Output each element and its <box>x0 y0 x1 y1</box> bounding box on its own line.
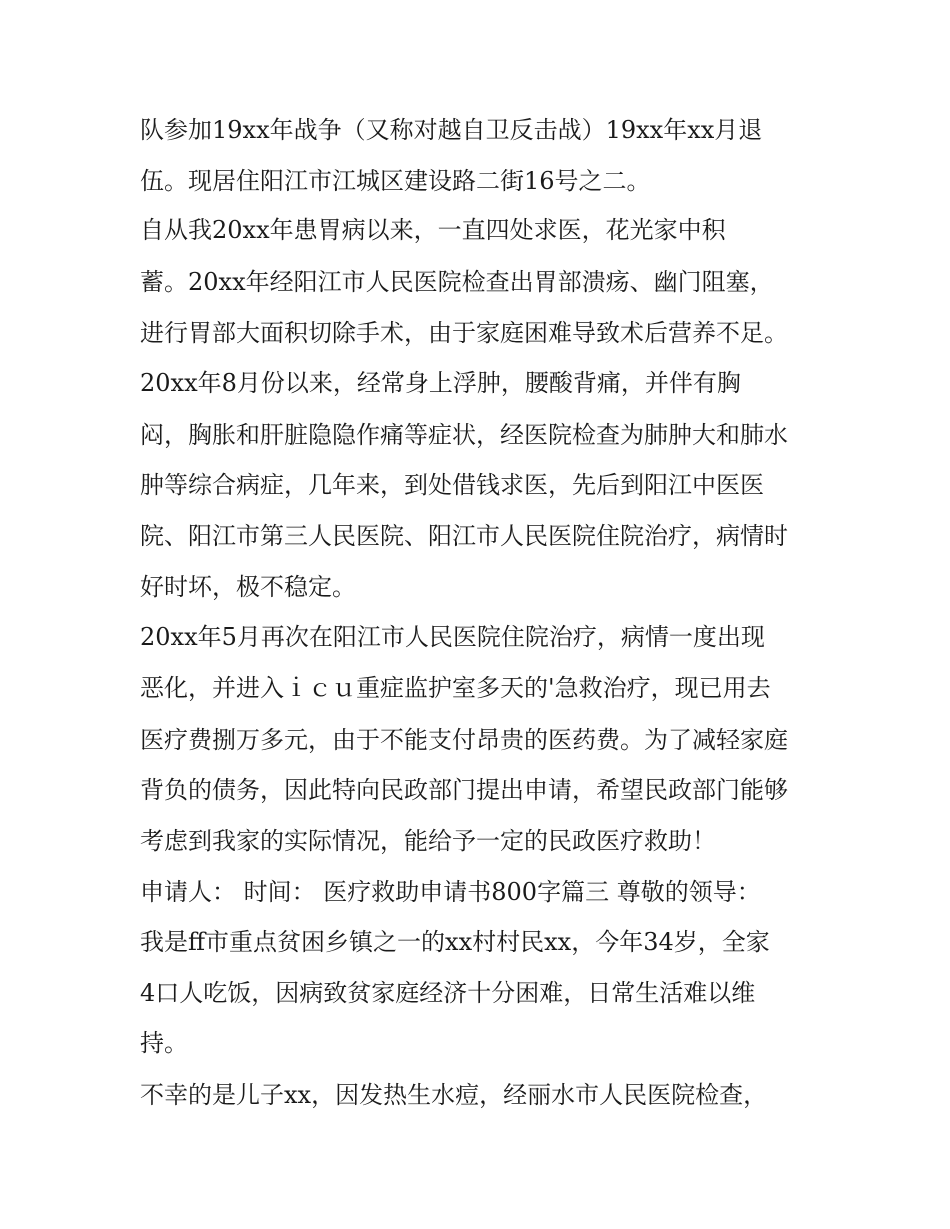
text-line: 恶化，并进入ｉｃｕ重症监护室多天的'急救治疗，现已用去 <box>140 674 771 702</box>
text-line: 伍。现居住阳江市江城区建设路二街16号之二。 <box>140 167 651 195</box>
text-line: 自从我20xx年患胃病以来，一直四处求医，花光家中积 <box>140 216 726 244</box>
text-line: 20xx年5月再次在阳江市人民医院住院治疗，病情一度出现 <box>140 623 765 651</box>
text-line: 20xx年8月份以来，经常身上浮肿，腰酸背痛，并伴有胸 <box>140 369 741 397</box>
text-line: 我是ff市重点贫困乡镇之一的xx村村民xx，今年34岁，全家 <box>140 928 770 956</box>
text-line: 闷，胸胀和肝脏隐隐作痛等症状，经医院检查为肺肿大和肺水 <box>140 421 788 449</box>
text-line: 进行胃部大面积切除手术，由于家庭困难导致术后营养不足。 <box>140 319 788 347</box>
text-line: 4口人吃饭，因病致贫家庭经济十分困难，日常生活难以维 <box>140 979 756 1007</box>
text-line: 蓄。20xx年经阳江市人民医院检查出胃部溃疡、幽门阻塞， <box>140 268 774 296</box>
text-line: 好时坏，极不稳定。 <box>140 573 356 601</box>
text-line: 院、阳江市第三人民医院、阳江市人民医院住院治疗，病情时 <box>140 522 788 550</box>
text-line: 背负的债务，因此特向民政部门提出申请，希望民政部门能够 <box>140 776 788 804</box>
text-line: 队参加19xx年战争（又称对越自卫反击战）19xx年xx月退 <box>140 116 763 144</box>
text-line: 申请人： 时间： 医疗救助申请书800字篇三 尊敬的领导： <box>140 878 761 906</box>
text-line: 持。 <box>140 1029 188 1057</box>
text-line: 考虑到我家的实际情况，能给予一定的民政医疗救助！ <box>140 827 716 855</box>
text-line: 不幸的是儿子xx，因发热生水痘，经丽水市人民医院检查， <box>140 1081 768 1109</box>
text-line: 肿等综合病症，几年来，到处借钱求医，先后到阳江中医医 <box>140 471 764 499</box>
text-line: 医疗费捌万多元，由于不能支付昂贵的医药费。为了减轻家庭 <box>140 726 788 754</box>
